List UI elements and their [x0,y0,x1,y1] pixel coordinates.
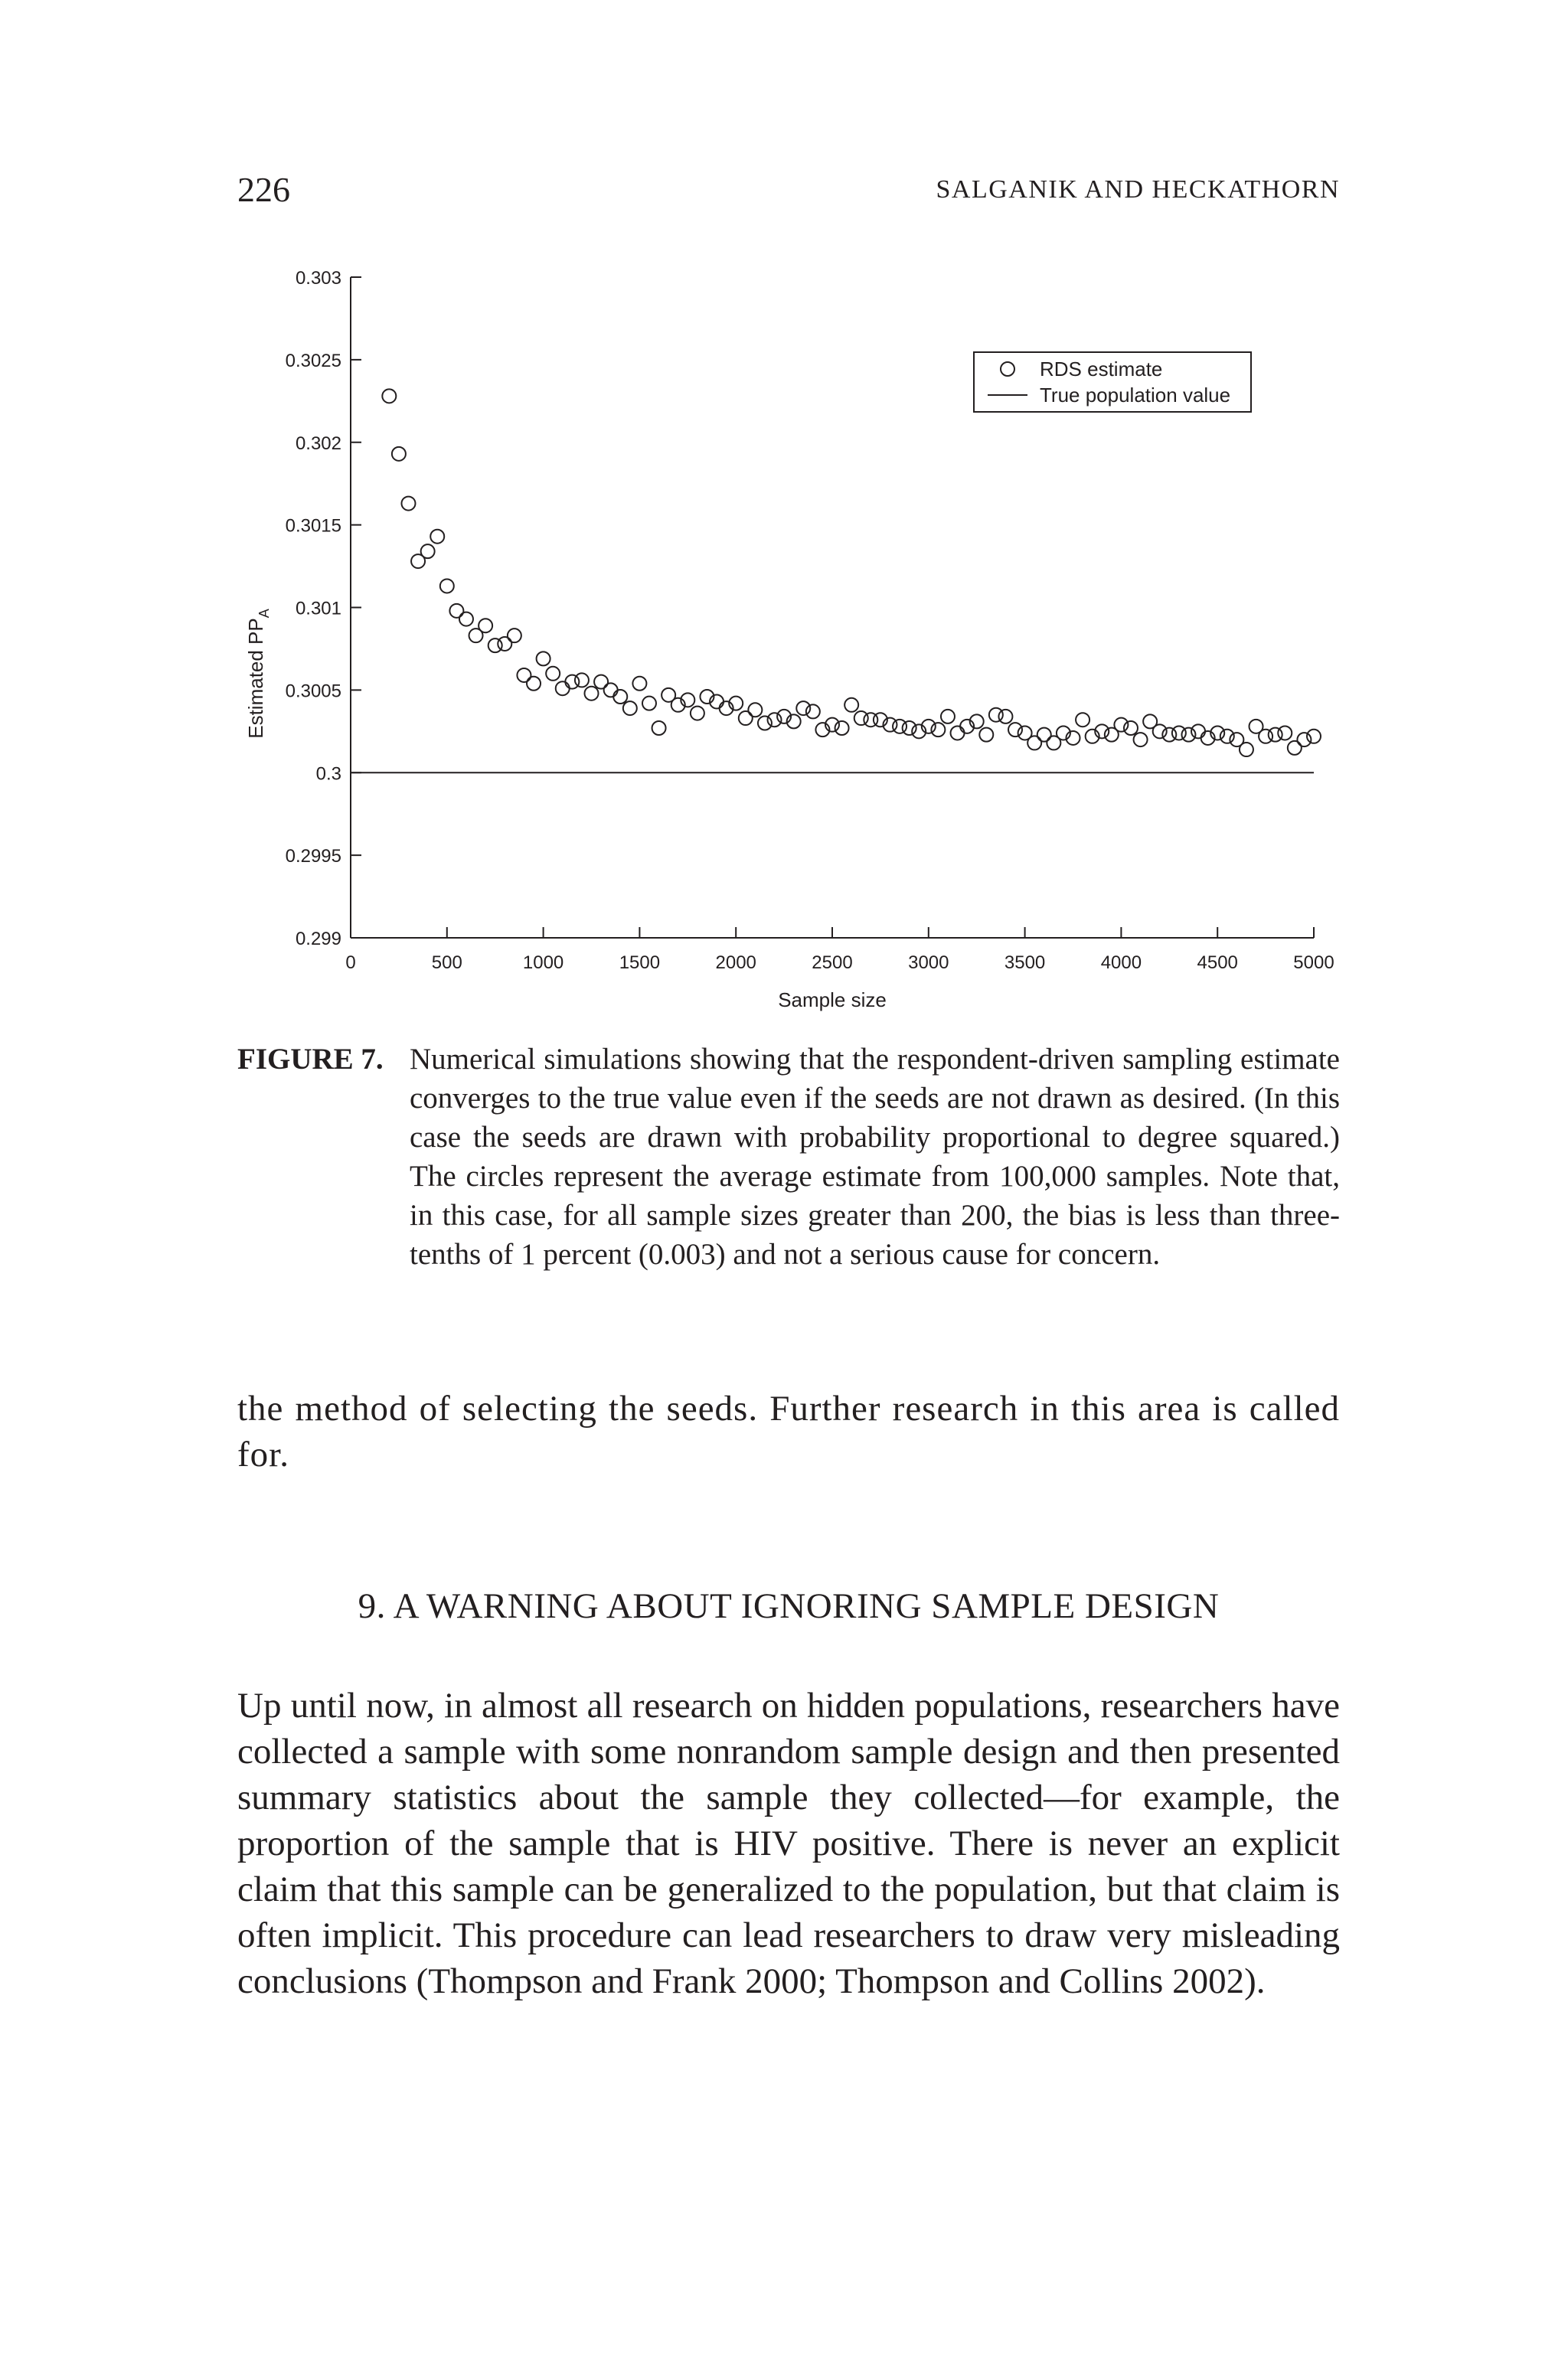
rds-estimate-point [537,651,550,665]
x-axis-label: Sample size [778,988,887,1011]
rds-estimate-point [479,619,492,632]
rds-estimate-point [1278,726,1292,740]
rds-estimate-point [565,675,579,689]
x-tick-label: 3000 [908,952,949,973]
rds-estimate-point [893,720,906,733]
section-heading: 9. A WARNING ABOUT IGNORING SAMPLE DESIGN [358,1586,1220,1626]
y-axis-label-subscript: A [256,609,272,619]
rds-estimate-point [941,710,955,723]
rds-estimate-point [903,721,916,735]
page-number: 226 [237,170,290,209]
rds-estimate-point [1037,728,1051,742]
rds-estimate-point [459,612,473,626]
rds-estimate-point [585,687,599,700]
rds-estimate-point [440,579,454,593]
rds-estimate-point [951,726,965,740]
y-tick-label: 0.2995 [285,846,341,867]
rds-estimate-point [1134,733,1148,746]
rds-estimate-point [392,447,406,461]
rds-estimate-point [768,713,782,727]
rds-estimate-point [739,711,753,725]
figure-7-chart [230,253,1363,1034]
rds-estimate-point [508,629,521,642]
y-tick-label: 0.3015 [285,515,341,537]
rds-estimate-point [931,723,945,736]
rds-estimate-point [517,668,531,682]
rds-estimate-point [1297,733,1311,746]
rds-estimate-point [691,707,704,720]
rds-estimate-point [979,728,993,742]
y-axis-label-main: Estimated PP [244,618,267,739]
x-axis [345,927,1334,973]
rds-estimate-point [1114,718,1128,732]
y-tick-label: 0.3005 [285,681,341,702]
rds-estimate-point [1181,728,1195,742]
x-tick-label: 3500 [1004,952,1046,973]
rds-estimate-points [382,389,1321,756]
section-paragraph: Up until now, in almost all research on hidden populations, researchers have collected a sample with some nonrandom sample design and then presented summary statistics about the sample they collected—for example, the proportion of the sample that is HIV positive. There is never an explicit claim that this sample can be generalized to the population, but that claim is often implicit. This procedure can lead researchers to draw very misleading conclusions (Thompson and Frank 2000; Thompson and Collins 2002). [237,1686,1340,2001]
rds-estimate-point [844,698,858,712]
y-tick-label: 0.301 [295,598,341,619]
rds-estimate-point [652,721,666,735]
rds-estimate-point [546,667,560,681]
rds-estimate-point [642,697,656,710]
rds-estimate-point [527,677,541,691]
y-tick-label: 0.3025 [285,350,341,371]
y-tick-label: 0.299 [295,929,341,949]
rds-estimate-point [1191,724,1205,738]
rds-estimate-point [594,675,608,689]
legend [974,352,1251,412]
rds-estimate-point [401,497,415,511]
rds-estimate-point [1240,743,1253,756]
figure-label: FIGURE 7. [237,1043,384,1076]
figure-caption-text: Numerical simulations showing that the respondent-driven sampling estimate converges to the true value even if the seeds are not drawn as desired. (In this case the seeds are drawn with probability proportional to degree squared.) The circles represent the average estimate from 100,000 samples. Note that, in this case, for all sample sizes greater than 200, the bias is less than three-tenths of 1 percent (0.003) and not a serious cause for concern. [410,1043,1340,1271]
y-axis-label [244,609,272,739]
rds-estimate-point [1172,726,1186,740]
rds-estimate-point [498,637,511,651]
x-tick-label: 1500 [619,952,661,973]
rds-estimate-point [998,710,1012,723]
rds-estimate-point [1124,721,1138,735]
rds-estimate-point [1076,713,1089,727]
x-tick-label: 500 [431,952,462,973]
rds-estimate-point [556,681,570,695]
rds-estimate-point [421,544,435,558]
rds-estimate-point [430,530,444,544]
rds-estimate-point [854,711,868,725]
rds-estimate-point [488,638,502,652]
x-tick-label: 0 [345,952,356,973]
legend-entry-true-value: True population value [1040,384,1231,407]
rds-estimate-point [1220,730,1234,743]
rds-estimate-point [796,701,810,715]
rds-estimate-point [1307,730,1321,743]
rds-estimate-point [1162,728,1176,742]
figure-caption [237,1040,1340,1274]
x-tick-label: 2500 [812,952,853,973]
rds-estimate-point [1027,736,1041,749]
x-tick-label: 1000 [522,952,564,973]
rds-estimate-point [575,673,589,687]
rds-estimate-point [748,703,762,717]
rds-estimate-point [632,677,646,691]
y-tick-label: 0.302 [295,433,341,454]
x-tick-label: 4000 [1100,952,1142,973]
rds-estimate-point [1153,724,1167,738]
rds-estimate-point [758,717,772,730]
rds-estimate-point [623,701,637,715]
rds-estimate-point [806,704,820,718]
legend-entry-rds: RDS estimate [1040,358,1163,380]
x-tick-label: 5000 [1293,952,1334,973]
rds-estimate-point [835,721,849,735]
rds-estimate-point [1259,730,1272,743]
x-tick-label: 2000 [715,952,756,973]
rds-estimate-point [989,708,1003,722]
rds-estimate-point [449,604,463,618]
running-head: SALGANIK AND HECKATHORN [936,175,1340,204]
x-tick-label: 4500 [1197,952,1238,973]
rds-estimate-point [382,389,396,403]
rds-estimate-point [604,683,618,697]
rds-estimate-point [1008,723,1022,736]
y-tick-label: 0.3 [315,763,341,785]
rds-estimate-point [1288,741,1302,755]
y-tick-label: 0.303 [295,268,341,289]
rds-estimate-point [1269,728,1282,742]
paragraph-continuation: the method of selecting the seeds. Further research in this area is called for. [237,1389,1340,1474]
rds-estimate-point [613,690,627,704]
page-header [237,167,1340,213]
